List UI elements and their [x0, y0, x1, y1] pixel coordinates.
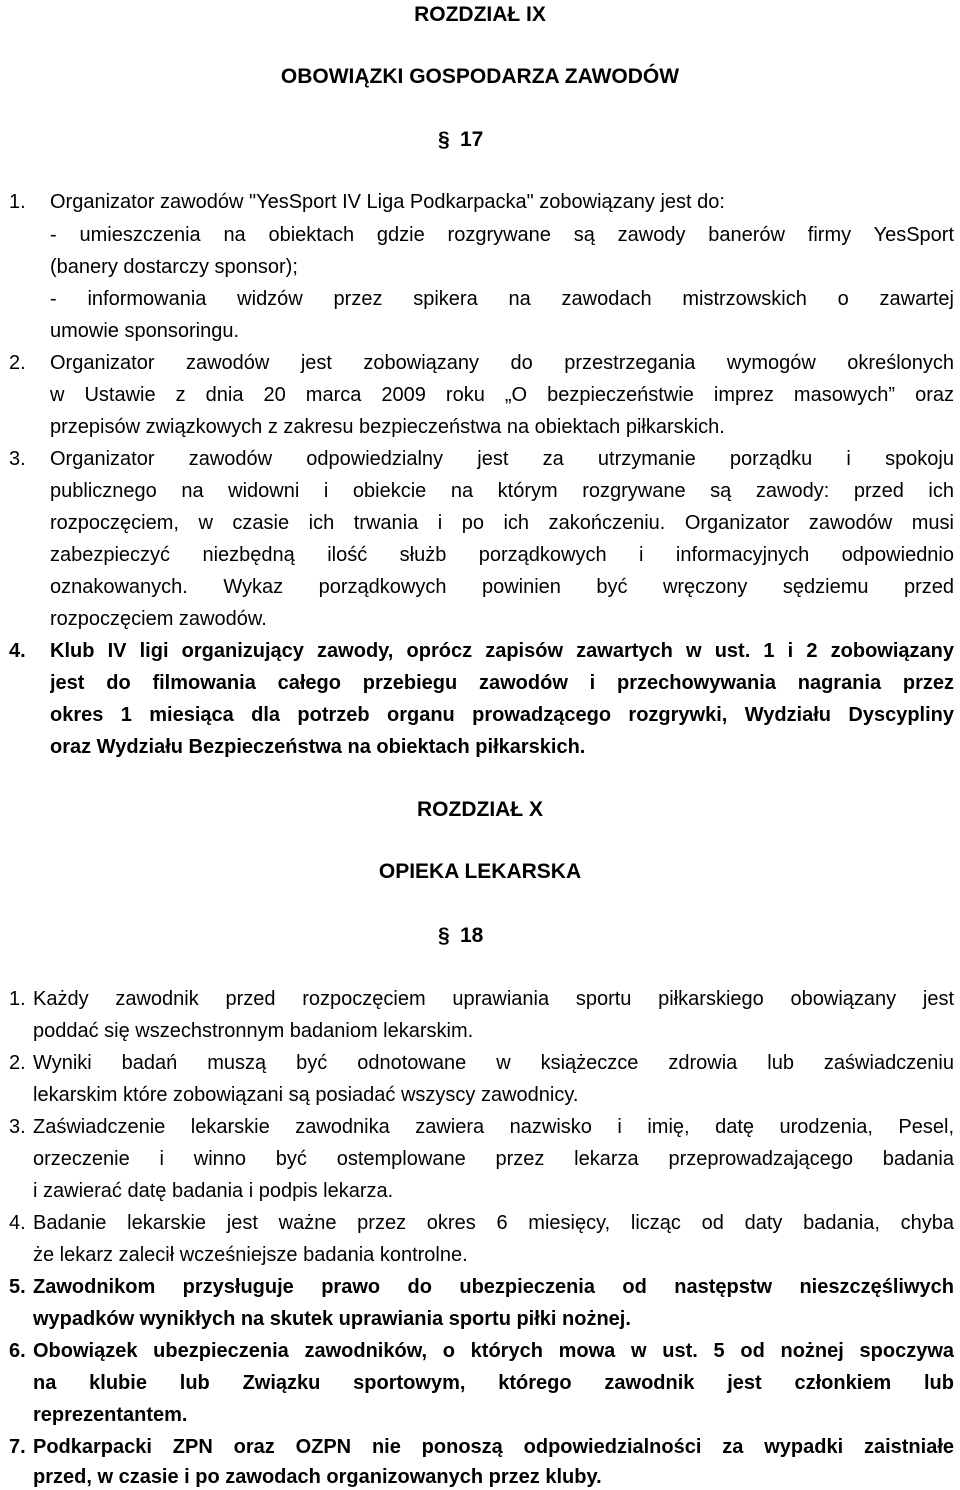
ch9-item-1-line-2: - umieszczenia na obiektach gdzie rozgrywane są zawody banerów firmy YesSport [50, 224, 954, 246]
ch9-item-3-line-1: Organizator zawodów odpowiedzialny jest za utrzymanie porządku i spokoju [50, 448, 954, 470]
section-18-heading [438, 923, 483, 949]
section-17-heading [438, 127, 483, 153]
ch10-item-6-line-3: reprezentantem. [33, 1404, 188, 1426]
ch9-item-4-line-3: okres 1 miesiąca dla potrzeb organu prowadzącego rozgrywki, Wydziału Dyscypliny [50, 704, 954, 726]
ch9-item-4-line-4: oraz Wydziału Bezpieczeństwa na obiektach piłkarskich. [50, 736, 586, 758]
ch10-item-6-line-1: Obowiązek ubezpieczenia zawodników, o których mowa w ust. 5 od nożnej spoczywa [33, 1340, 954, 1362]
ch9-item-3-line-5: oznakowanych. Wykaz porządkowych powinien być wręczony sędziemu przed [50, 576, 954, 598]
ch10-item-5-line-1: Zawodnikom przysługuje prawo do ubezpieczenia od następstw nieszczęśliwych [33, 1276, 954, 1298]
ch10-item-1-line-2: poddać się wszechstronnym badaniom lekarskim. [33, 1020, 474, 1042]
ch9-item-3-line-4: zabezpieczyć niezbędną ilość służb porządkowych i informacyjnych odpowiednio [50, 544, 954, 566]
ch10-item-7-line-2: przed, w czasie i po zawodach organizowanych przez kluby. [33, 1466, 602, 1488]
ch9-item-1-line-1: Organizator zawodów "YesSport IV Liga Podkarpacka" zobowiązany jest do: [50, 191, 725, 213]
ch9-item-2-line-2: w Ustawie z dnia 20 marca 2009 roku „O bezpieczeństwie imprez masowych” oraz [50, 384, 954, 406]
ch10-item-5-number: 5. [9, 1276, 26, 1298]
ch10-item-4-line-2: że lekarz zalecił wcześniejsze badania kontrolne. [33, 1244, 468, 1266]
chapter-10-title: ROZDZIAŁ X [417, 798, 543, 821]
ch9-item-2-number: 2. [9, 352, 26, 374]
ch9-item-2-line-3: przepisów związkowych z zakresu bezpieczeństwa na obiektach piłkarskich. [50, 416, 725, 438]
section-symbol: § [438, 128, 450, 151]
ch9-item-1-line-4: - informowania widzów przez spikera na zawodach mistrzowskich o zawartej [50, 288, 954, 310]
ch9-item-3-line-2: publicznego na widowni i obiekcie na którym rozgrywane są zawody: przed ich [50, 480, 954, 502]
ch10-item-1-line-1: Każdy zawodnik przed rozpoczęciem uprawiania sportu piłkarskiego obowiązany jest [33, 988, 954, 1010]
chapter-9-title: ROZDZIAŁ IX [414, 3, 546, 26]
section-symbol: § [438, 924, 450, 947]
chapter-10-subtitle: OPIEKA LEKARSKA [378, 860, 582, 883]
ch10-item-1-number: 1. [9, 988, 26, 1010]
ch9-item-4-number: 4. [9, 640, 26, 662]
ch9-item-1-line-5: umowie sponsoringu. [50, 320, 239, 342]
ch10-item-3-line-2: orzeczenie i winno być ostemplowane przez lekarza przeprowadzającego badania [33, 1148, 954, 1170]
ch9-item-1-line-3: (banery dostarczy sponsor); [50, 256, 298, 278]
ch10-item-6-number: 6. [9, 1340, 26, 1362]
ch10-item-4-line-1: Badanie lekarskie jest ważne przez okres 6 miesięcy, licząc od daty badania, chyba [33, 1212, 954, 1234]
ch10-item-3-line-1: Zaświadczenie lekarskie zawodnika zawiera nazwisko i imię, datę urodzenia, Pesel, [33, 1116, 954, 1138]
ch10-item-7-line-1: Podkarpacki ZPN oraz OZPN nie ponoszą odpowiedzialności za wypadki zaistniałe [33, 1436, 954, 1458]
ch9-item-4-line-1: Klub IV ligi organizujący zawody, oprócz zapisów zawartych w ust. 1 i 2 zobowiązany [50, 640, 954, 662]
section-number: 18 [460, 924, 484, 947]
ch10-item-2-line-2: lekarskim które zobowiązani są posiadać wszyscy zawodnicy. [33, 1084, 579, 1106]
ch10-item-3-line-3: i zawierać datę badania i podpis lekarza. [33, 1180, 394, 1202]
ch10-item-4-number: 4. [9, 1212, 26, 1234]
ch10-item-2-number: 2. [9, 1052, 26, 1074]
ch9-item-1-number: 1. [9, 191, 26, 213]
section-number: 17 [460, 128, 484, 151]
ch9-item-3-line-6: rozpoczęciem zawodów. [50, 608, 267, 630]
ch10-item-3-number: 3. [9, 1116, 26, 1138]
ch10-item-2-line-1: Wyniki badań muszą być odnotowane w książeczce zdrowia lub zaświadczeniu [33, 1052, 954, 1074]
ch9-item-4-line-2: jest do filmowania całego przebiegu zawodów i przechowywania nagrania przez [50, 672, 954, 694]
ch10-item-7-number: 7. [9, 1436, 26, 1458]
chapter-9-subtitle: OBOWIĄZKI GOSPODARZA ZAWODÓW [280, 65, 680, 88]
ch9-item-3-number: 3. [9, 448, 26, 470]
ch9-item-2-line-1: Organizator zawodów jest zobowiązany do przestrzegania wymogów określonych [50, 352, 954, 374]
ch10-item-6-line-2: na klubie lub Związku sportowym, którego zawodnik jest członkiem lub [33, 1372, 954, 1394]
ch9-item-3-line-3: rozpoczęciem, w czasie ich trwania i po ich zakończeniu. Organizator zawodów musi [50, 512, 954, 534]
ch10-item-5-line-2: wypadków wynikłych na skutek uprawiania sportu piłki nożnej. [33, 1308, 631, 1330]
